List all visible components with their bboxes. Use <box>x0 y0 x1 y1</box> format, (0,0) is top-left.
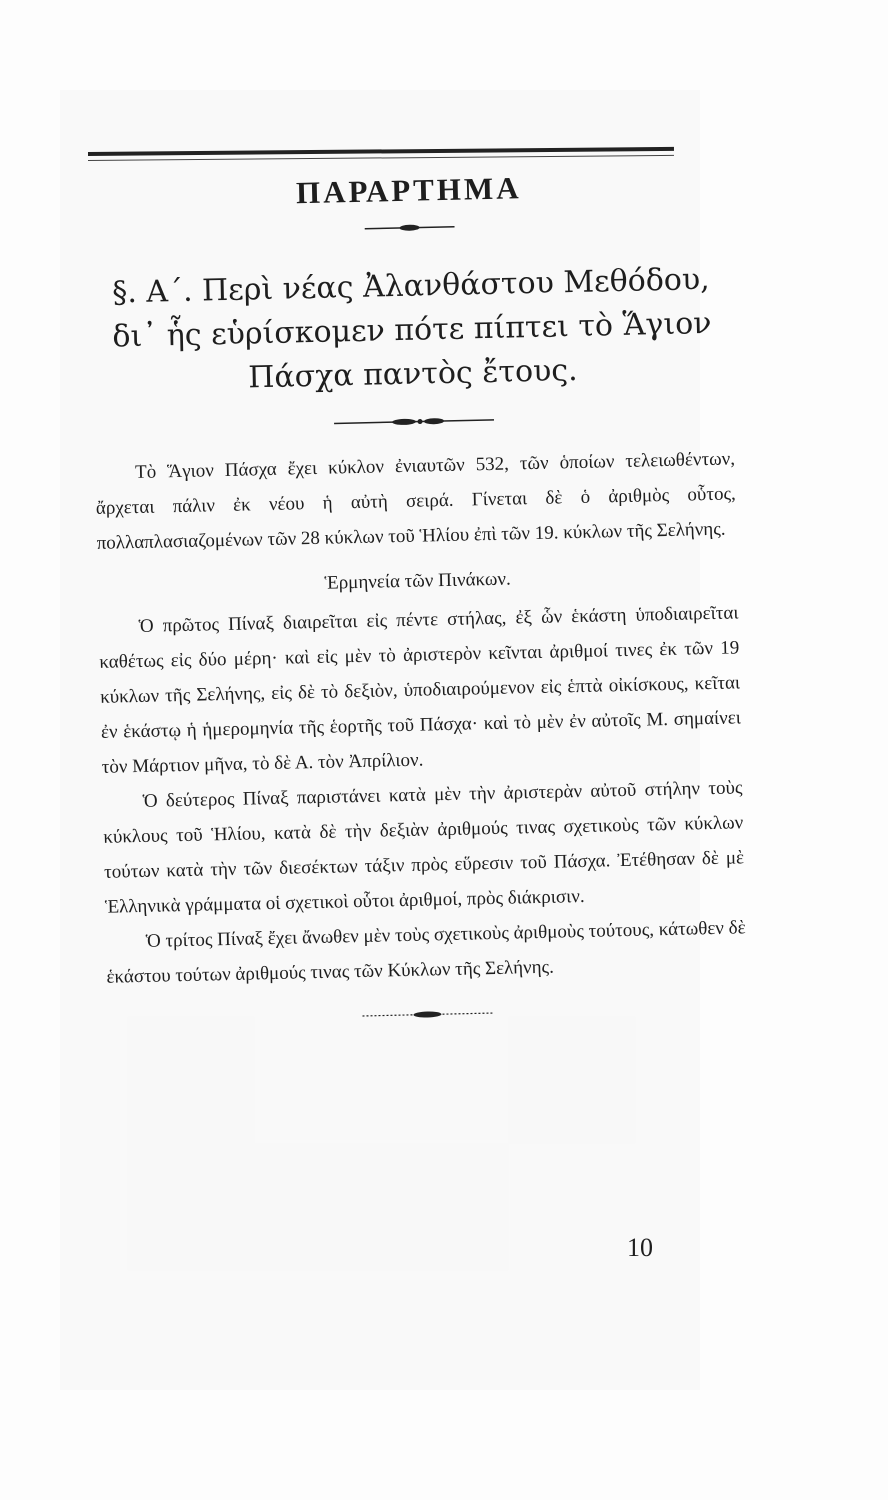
page-heading: ΠΑΡΑΡΤΗΜΑ <box>295 170 522 211</box>
text-block <box>88 145 748 1026</box>
page-number: 10 <box>627 1233 653 1262</box>
ornament-divider-icon <box>334 415 494 429</box>
subheading: Ἑρμηνεία τῶν Πινάκων. <box>324 568 512 594</box>
section-title-line: δι᾽ ἧς εὑρίσκομεν πότε πίπτει τὸ Ἅγιον <box>112 305 712 355</box>
section-title <box>91 257 734 403</box>
section-title-line: §. Α΄. Περὶ νέας Ἀλανθάστου Μεθόδου, <box>111 261 711 311</box>
ornament-divider-icon <box>365 222 455 234</box>
paragraph-second-table: Ὁ δεύτερος Πίναξ παριστάνει κατὰ μὲν τὴν ἀριστερὰν αὐτοῦ στήλην τοὺς κύκλους τοῦ Ἡλίου, κατὰ δὲ τὴν δεξιὰν ἀριθμούς τινας σχετικοὺς τῶν κύκλων τούτων κατὰ τὴν τῶν διεσέκτων τάξιν πρὸς εὕρεσιν τοῦ Πάσχα. Ἐτέθησαν δὲ μὲ Ἑλληνικὰ γράμματα οἱ σχετικοὶ οὗτοι ἀριθμοί, πρὸς διάκρισιν. <box>103 777 745 918</box>
paragraph-intro: Τὸ Ἅγιον Πάσχα ἔχει κύκλον ἐνιαυτῶν 532, τῶν ὁποίων τελειωθέντων, ἄρχεται πάλιν ἐκ νέου ἡ αὐτὴ σειρά. Γίνεται δὲ ὁ ἀριθμὸς οὗτος, πολλαπλασιαζομένων τῶν 28 κύκλων τοῦ Ἡλίου ἐπὶ τῶν 19. κύκλων τῆς Σελήνης. <box>95 448 736 554</box>
paragraph-third-table: Ὁ τρίτος Πίναξ ἔχει ἄνωθεν μὲν τοὺς σχετικοὺς ἀριθμοὺς τούτους, κάτωθεν δὲ ἑκάστου τούτων ἀριθμούς τινας τῶν Κύκλων τῆς Σελήνης. <box>106 917 746 988</box>
section-title-line: Πάσχα παντὸς ἔτους. <box>247 352 579 396</box>
paragraph-first-table: Ὁ πρῶτος Πίναξ διαιρεῖται εἰς πέντε στήλας, ἐξ ὧν ἑκάστη ὑποδιαιρεῖται καθέτως εἰς δύο μέρη· καὶ εἰς μὲν τὸ ἀριστερὸν κεῖνται ἀριθμοί τινες ἐκ τῶν 19 κύκλων τῆς Σελήνης, εἰς δὲ τὸ δεξιὸν, ὑποδιαιρούμενον εἰς ἑπτὰ οἰκίσκους, κεῖται ἐν ἑκάστῳ ἡ ἡμερομηνία τῆς ἑορτῆς τοῦ Πάσχα· καὶ τὸ μὲν ἐν αὐτοῖς Μ. σημαίνει τὸν Μάρτιον μῆνα, τὸ δὲ Α. τὸν Ἀπρίλιον. <box>99 602 742 778</box>
